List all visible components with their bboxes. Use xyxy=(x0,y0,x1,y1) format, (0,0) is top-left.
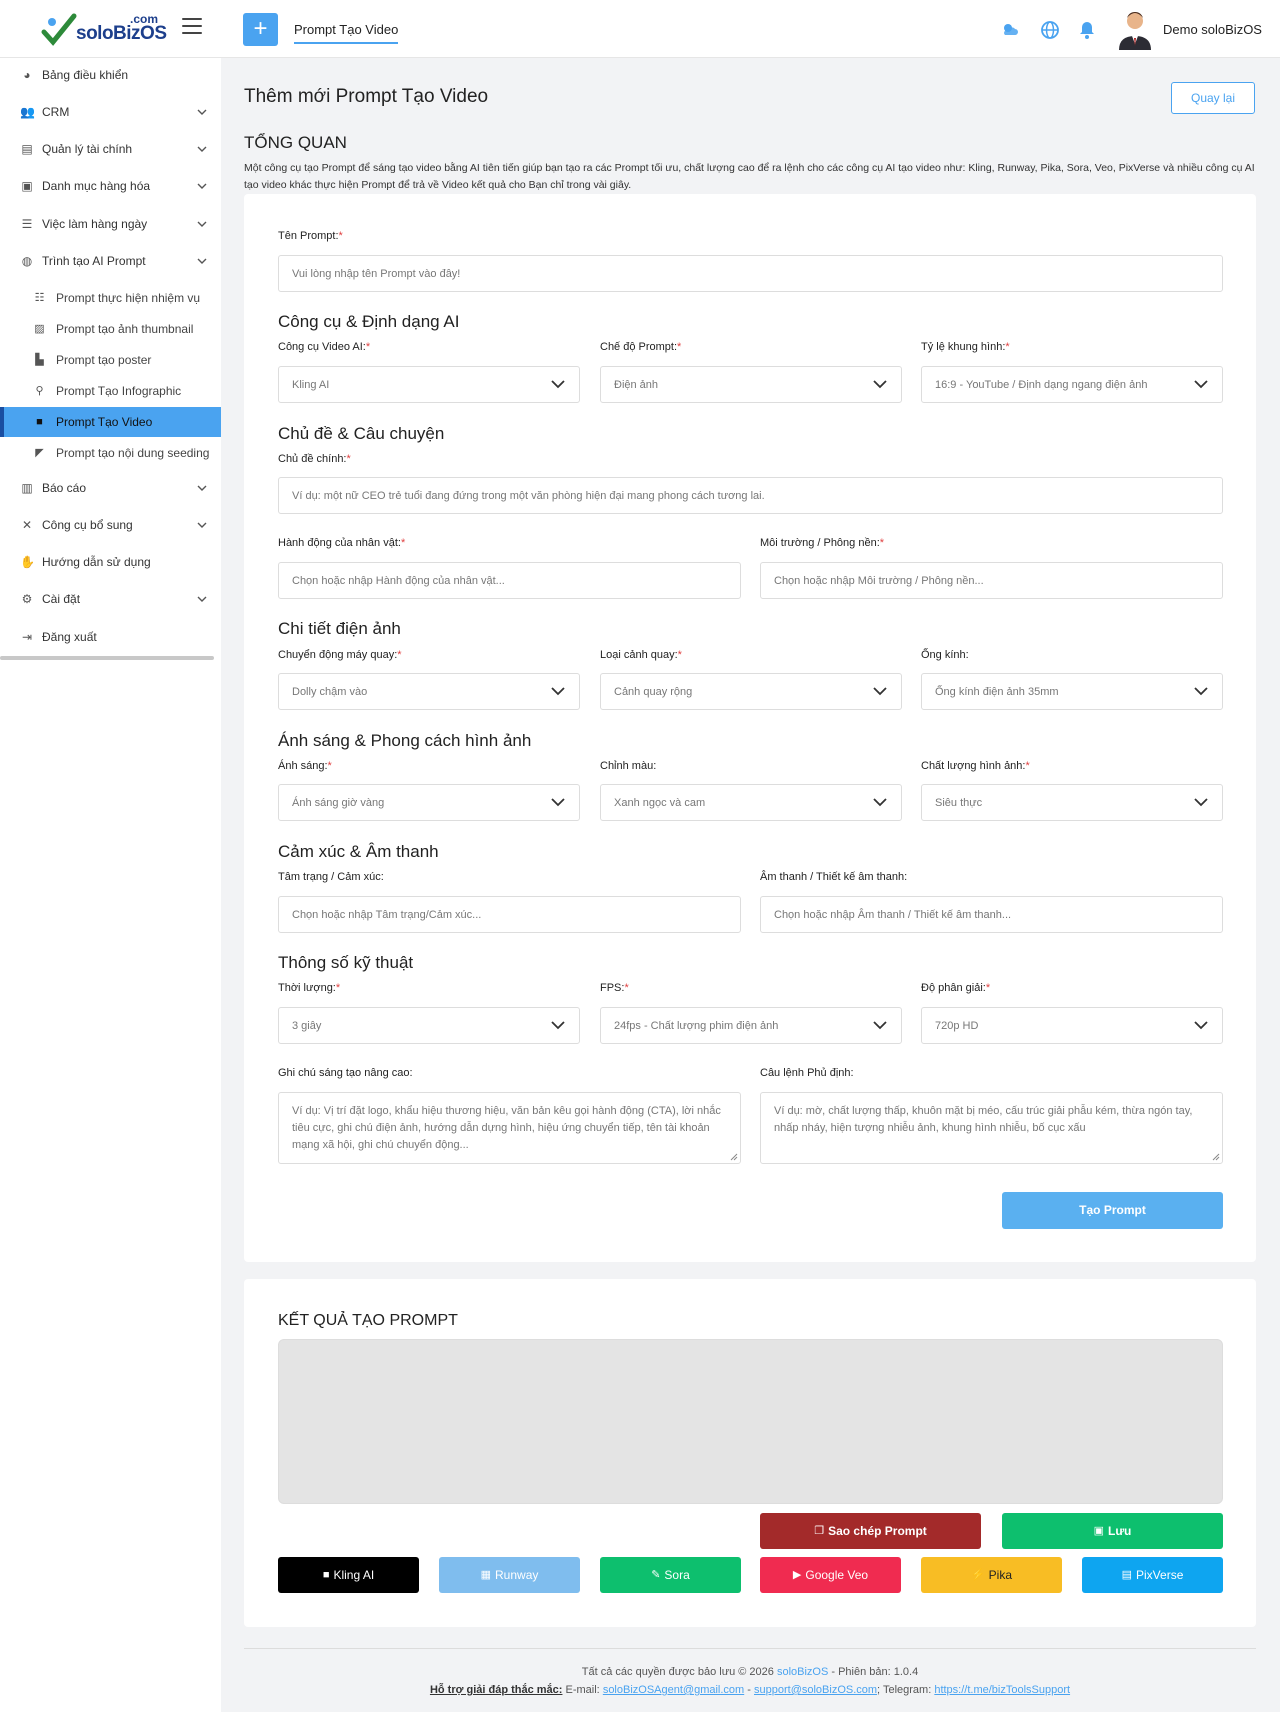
quality-select[interactable]: Siêu thực xyxy=(921,784,1223,821)
section-title: Ánh sáng & Phong cách hình ảnh xyxy=(278,731,532,750)
back-button[interactable]: Quay lại xyxy=(1171,82,1255,114)
resize-grip-icon[interactable] xyxy=(730,1153,738,1161)
sidebar-label: CRM xyxy=(42,105,70,119)
resolution-label: Độ phân giải:* xyxy=(921,982,991,994)
sound-input[interactable]: Chọn hoặc nhập Âm thanh / Thiết kế âm thanh... xyxy=(760,896,1223,933)
footer-telegram-link[interactable]: https://t.me/bizToolsSupport xyxy=(934,1684,1071,1696)
floppy-disk-icon: ▣ xyxy=(1093,1525,1105,1537)
result-output-box[interactable] xyxy=(278,1339,1223,1504)
sidebar-label: Danh mục hàng hóa xyxy=(42,179,151,193)
duration-select[interactable]: 3 giây xyxy=(278,1007,580,1044)
env-label: Môi trường / Phông nền:* xyxy=(760,537,885,549)
logo-text: soloBizOS xyxy=(76,23,167,44)
sidebar-label: Hướng dẫn sử dụng xyxy=(42,555,151,569)
sidebar-subitem-poster[interactable] xyxy=(0,345,221,375)
sidebar-label: Trình tạo AI Prompt xyxy=(42,254,146,268)
pie-chart-icon: ◕ xyxy=(23,68,31,82)
logo[interactable] xyxy=(38,6,168,48)
poster-icon: ▙ xyxy=(35,353,44,366)
logo-com: .com xyxy=(130,12,159,26)
sidebar-subitem-thumbnail[interactable] xyxy=(0,314,221,344)
handshake-icon: ✋ xyxy=(20,555,35,569)
footer-telegram-label: ; Telegram: xyxy=(877,1684,932,1696)
ratio-select[interactable]: 16:9 - YouTube / Định dạng ngang điện ảnh xyxy=(921,366,1223,403)
kling-ai-button[interactable]: ■ Kling AI xyxy=(278,1557,419,1593)
mode-label: Chế độ Prompt:* xyxy=(600,341,682,353)
light-label: Ánh sáng:* xyxy=(278,760,332,772)
runway-button[interactable]: ▦ Runway xyxy=(439,1557,580,1593)
sitemap-icon: ⚲ xyxy=(35,384,44,397)
color-grading-select[interactable]: Xanh ngọc và cam xyxy=(600,784,902,821)
list-icon: ☷ xyxy=(34,291,45,304)
list-check-icon: ☰ xyxy=(21,217,33,231)
sound-label: Âm thanh / Thiết kế âm thanh: xyxy=(760,871,908,883)
sidebar-label: Cài đặt xyxy=(42,592,81,606)
chevron-down-icon xyxy=(1194,1020,1208,1030)
box-icon: ▣ xyxy=(21,179,33,193)
clapperboard-icon: ▤ xyxy=(1121,1569,1133,1581)
chevron-down-icon xyxy=(197,520,207,530)
pika-button[interactable]: ⚡ Pika xyxy=(921,1557,1062,1593)
chevron-down-icon xyxy=(873,1020,887,1030)
footer-support-line xyxy=(244,1684,1256,1696)
environment-input[interactable]: Chọn hoặc nhập Môi trường / Phông nền... xyxy=(760,562,1223,599)
section-title: Cảm xúc & Âm thanh xyxy=(278,842,439,861)
footer-divider xyxy=(244,1648,1256,1649)
lightning-icon: ⚡ xyxy=(970,1569,985,1581)
chevron-down-icon xyxy=(551,686,565,696)
footer-email-link-1[interactable]: soloBizOSAgent@gmail.com xyxy=(602,1684,745,1696)
section-title: Chủ đề & Câu chuyện xyxy=(278,424,445,443)
quality-label: Chất lượng hình ảnh:* xyxy=(921,760,1030,772)
negative-label: Câu lệnh Phủ định: xyxy=(760,1067,854,1079)
fps-label: FPS:* xyxy=(600,982,629,994)
video-camera-icon: ■ xyxy=(36,415,43,428)
sidebar-item-daily-tasks[interactable] xyxy=(0,207,221,241)
copy-icon: ❐ xyxy=(814,1525,825,1537)
pixverse-button[interactable]: ▤ PixVerse xyxy=(1082,1557,1223,1593)
camera-motion-select[interactable]: Dolly chậm vào xyxy=(278,673,580,710)
footer-email-label: E-mail: xyxy=(565,1684,600,1696)
color-label: Chỉnh màu: xyxy=(600,760,657,772)
tab-prompt-video[interactable]: Prompt Tạo Video xyxy=(294,22,398,44)
sidebar-label: Prompt tạo ảnh thumbnail xyxy=(56,322,194,336)
sidebar-label: Việc làm hàng ngày xyxy=(42,217,148,231)
chevron-down-icon xyxy=(873,379,887,389)
footer-version: - Phiên bản: 1.0.4 xyxy=(831,1666,919,1678)
pencil-icon: ✎ xyxy=(651,1569,661,1581)
logout-icon: ⇥ xyxy=(21,630,33,644)
sidebar-item-ai-prompt[interactable] xyxy=(0,244,221,278)
sidebar-item-guide[interactable] xyxy=(0,545,221,579)
chevron-down-icon xyxy=(551,379,565,389)
section-title: Thông số kỹ thuật xyxy=(278,953,414,972)
overview-title: TỔNG QUAN xyxy=(244,133,347,152)
film-icon: ▦ xyxy=(480,1569,492,1581)
sidebar-item-crm[interactable] xyxy=(0,95,221,129)
negative-prompt-textarea[interactable]: Ví dụ: mờ, chất lượng thấp, khuôn mặt bị méo, cấu trúc giải phẫu kém, thừa ngón tay, nhấp nháy, hiện tượng nhiễu ảnh, khung hình nhiễu, bố cục xấu xyxy=(760,1092,1223,1164)
calculator-icon: ▤ xyxy=(21,142,33,156)
play-circle-icon: ▶ xyxy=(792,1569,802,1581)
chevron-down-icon xyxy=(197,256,207,266)
page-title: Thêm mới Prompt Tạo Video xyxy=(244,86,489,107)
sora-button[interactable]: ✎ Sora xyxy=(600,1557,741,1593)
sidebar-subitem-task-prompt[interactable] xyxy=(0,283,221,313)
copy-prompt-button[interactable]: ❐ Sao chép Prompt xyxy=(760,1513,981,1549)
mood-label: Tâm trạng / Cảm xúc: xyxy=(278,871,384,883)
tool-select[interactable]: Kling AI xyxy=(278,366,580,403)
sidebar-label: Prompt tạo poster xyxy=(56,353,152,367)
sidebar-item-dashboard[interactable] xyxy=(0,58,221,92)
generate-prompt-button[interactable]: Tạo Prompt xyxy=(1002,1192,1223,1229)
chevron-down-icon xyxy=(551,1020,565,1030)
section-title: Chi tiết điện ảnh xyxy=(278,619,401,638)
chevron-down-icon xyxy=(551,797,565,807)
name-label: Tên Prompt:* xyxy=(278,230,343,242)
bar-chart-icon: ▥ xyxy=(21,481,33,495)
bullhorn-icon: ◤ xyxy=(35,446,44,459)
footer-rights: Tất cả các quyền được bảo lưu © 2026 xyxy=(581,1666,774,1678)
users-icon: 👥 xyxy=(20,105,35,119)
video-camera-icon: ■ xyxy=(322,1569,330,1581)
duration-label: Thời lượng:* xyxy=(278,982,341,994)
result-title: KẾT QUẢ TẠO PROMPT xyxy=(278,1312,458,1329)
sidebar-item-settings[interactable] xyxy=(0,582,221,616)
sidebar-item-extra-tools[interactable] xyxy=(0,508,221,542)
action-label: Hành động của nhân vật:* xyxy=(278,537,406,549)
notes-label: Ghi chú sáng tạo nâng cao: xyxy=(278,1067,413,1079)
sidebar-label: Prompt tạo nội dung seeding xyxy=(56,446,210,460)
sidebar-subitem-video[interactable] xyxy=(0,407,221,437)
resolution-select[interactable]: 720p HD xyxy=(921,1007,1223,1044)
footer-copyright-line xyxy=(244,1666,1256,1678)
prompt-name-input[interactable]: Vui lòng nhập tên Prompt vào đây! xyxy=(278,255,1223,292)
sidebar-label: Bảng điều khiển xyxy=(42,68,129,82)
top-bar xyxy=(0,0,1280,58)
lighting-select[interactable]: Ánh sáng giờ vàng xyxy=(278,784,580,821)
lens-select[interactable]: Ống kính điện ảnh 35mm xyxy=(921,673,1223,710)
gear-icon: ⚙ xyxy=(21,592,33,606)
sidebar-label: Prompt Tạo Infographic xyxy=(56,384,182,398)
action-input[interactable]: Chọn hoặc nhập Hành động của nhân vật... xyxy=(278,562,741,599)
creative-notes-textarea[interactable]: Ví dụ: Vị trí đặt logo, khẩu hiệu thương hiệu, văn bản kêu gọi hành động (CTA), lời nhắc tiêu cực, ghi chú điện ảnh, hướng dẫn dựng hình, hiệu ứng chuyển tiếp, tên tài khoản mạng xã hội, ghi chú chuyển động... xyxy=(278,1092,741,1164)
footer-support-label: Hỗ trợ giải đáp thắc mắc: xyxy=(429,1684,563,1696)
shot-label: Loại cảnh quay:* xyxy=(600,649,682,661)
chevron-down-icon xyxy=(1194,379,1208,389)
sidebar-item-products[interactable] xyxy=(0,169,221,203)
tool-label: Công cụ Video AI:* xyxy=(278,341,371,353)
sidebar-label: Prompt thực hiện nhiệm vụ xyxy=(56,291,201,305)
sidebar-label: Prompt Tạo Video xyxy=(56,415,153,429)
camera-label: Chuyển động máy quay:* xyxy=(278,649,402,661)
fps-select[interactable]: 24fps - Chất lượng phim điện ảnh xyxy=(600,1007,902,1044)
footer-separator: - xyxy=(747,1684,751,1696)
chevron-down-icon xyxy=(197,483,207,493)
user-name[interactable]: Demo soloBizOS xyxy=(1163,22,1262,37)
footer-brand-link[interactable]: soloBizOS xyxy=(776,1666,829,1678)
sidebar-label: Đăng xuất xyxy=(42,630,97,644)
sidebar-item-finance[interactable] xyxy=(0,132,221,166)
sidebar-item-reports[interactable] xyxy=(0,471,221,505)
overview-text: Một công cụ tạo Prompt để sáng tạo video bằng AI tiên tiến giúp bạn tạo ra các Prompt tối ưu, chất lượng cao để ra lệnh cho các công cụ AI tạo video như: Kling, Runway, Pika, Sora, Veo, PixVerse và nhiều công cụ AI tạo video khác thực hiện Prompt để trả về Video kết quả cho Bạn chỉ trong vài giây. xyxy=(244,162,1255,191)
globe-icon[interactable] xyxy=(1040,20,1060,40)
topic-label: Chủ đề chính:* xyxy=(278,453,351,465)
sidebar-scrollbar[interactable] xyxy=(0,656,214,660)
avatar[interactable] xyxy=(1117,8,1153,50)
section-title: Công cụ & Định dạng AI xyxy=(278,312,460,331)
brain-icon: ◍ xyxy=(21,254,33,268)
shot-type-select[interactable]: Cảnh quay rộng xyxy=(600,673,902,710)
sidebar-label: Quản lý tài chính xyxy=(42,142,133,156)
logo-check-icon xyxy=(40,12,78,48)
menu-toggle-icon[interactable] xyxy=(182,18,202,36)
resize-grip-icon[interactable] xyxy=(1212,1153,1220,1161)
chevron-down-icon xyxy=(873,686,887,696)
save-button[interactable]: ▣ Lưu xyxy=(1002,1513,1223,1549)
tools-icon: ✕ xyxy=(21,518,33,532)
sidebar-label: Báo cáo xyxy=(42,481,87,495)
ratio-label: Tỷ lệ khung hình:* xyxy=(921,341,1010,353)
sidebar-label: Công cụ bổ sung xyxy=(42,518,133,532)
chevron-down-icon xyxy=(1194,797,1208,807)
chevron-down-icon xyxy=(197,181,207,191)
lens-label: Ống kính: xyxy=(921,649,969,661)
sidebar-subitem-seeding[interactable] xyxy=(0,438,221,468)
topic-input[interactable]: Ví dụ: một nữ CEO trẻ tuổi đang đứng trong một văn phòng hiện đại mang phong cách tương lai. xyxy=(278,477,1223,514)
chevron-down-icon xyxy=(197,144,207,154)
image-icon: ▨ xyxy=(34,322,45,335)
mode-select[interactable]: Điện ảnh xyxy=(600,366,902,403)
mood-input[interactable]: Chọn hoặc nhập Tâm trạng/Cảm xúc... xyxy=(278,896,741,933)
sidebar-subitem-infographic[interactable] xyxy=(0,376,221,406)
weather-icon[interactable] xyxy=(1000,20,1020,40)
chevron-down-icon xyxy=(197,594,207,604)
bell-icon[interactable] xyxy=(1077,20,1097,40)
sidebar xyxy=(0,58,221,1712)
chevron-down-icon xyxy=(1194,686,1208,696)
chevron-down-icon xyxy=(197,107,207,117)
google-veo-button[interactable]: ▶ Google Veo xyxy=(760,1557,901,1593)
chevron-down-icon xyxy=(197,219,207,229)
footer-email-link-2[interactable]: support@soloBizOS.com xyxy=(754,1684,878,1696)
sidebar-item-logout[interactable] xyxy=(0,620,221,654)
chevron-down-icon xyxy=(873,797,887,807)
add-new-button[interactable]: + xyxy=(243,13,278,46)
